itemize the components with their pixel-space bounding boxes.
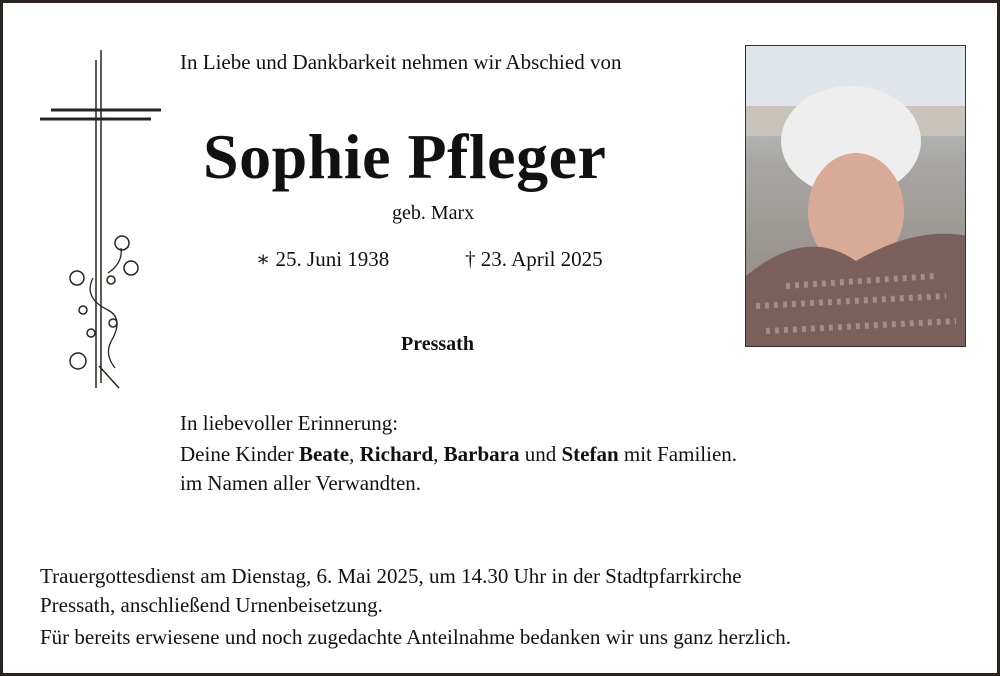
maiden-name: geb. Marx — [392, 202, 475, 224]
death-date: † 23. April 2025 — [465, 247, 603, 271]
relatives-line: im Namen aller Verwandten. — [180, 471, 422, 495]
cross-with-flowers-icon — [33, 48, 163, 393]
birth-date: ∗ 25. Juni 1938 — [256, 247, 390, 271]
text: , — [349, 442, 360, 466]
service-info: Trauergottesdienst am Dienstag, 6. Mai 2025, um 14.30 Uhr in der Stadtpfarrkirche — [40, 564, 742, 588]
child-name: Stefan — [561, 442, 619, 466]
child-name: Barbara — [443, 442, 520, 466]
text: und — [519, 442, 562, 466]
portrait-photo — [745, 45, 966, 347]
text: mit Familien. — [618, 442, 738, 466]
place: Pressath — [401, 333, 474, 355]
portrait-illustration — [746, 46, 966, 347]
child-name: Beate — [298, 442, 350, 466]
child-name: Richard — [359, 442, 434, 466]
service-info: Pressath, anschließend Urnenbeisetzung. — [40, 593, 383, 617]
text: Deine Kinder — [180, 442, 299, 466]
thanks-text: Für bereits erwiesene und noch zugedachte Anteilnahme bedanken wir uns ganz herzlich. — [40, 625, 792, 649]
text: , — [433, 442, 444, 466]
deceased-name: Sophie Pfleger — [203, 121, 607, 192]
children-line — [180, 444, 737, 465]
memory-heading: In liebevoller Erinnerung: — [180, 411, 399, 435]
intro-text: In Liebe und Dankbarkeit nehmen wir Abschied von — [180, 50, 622, 74]
